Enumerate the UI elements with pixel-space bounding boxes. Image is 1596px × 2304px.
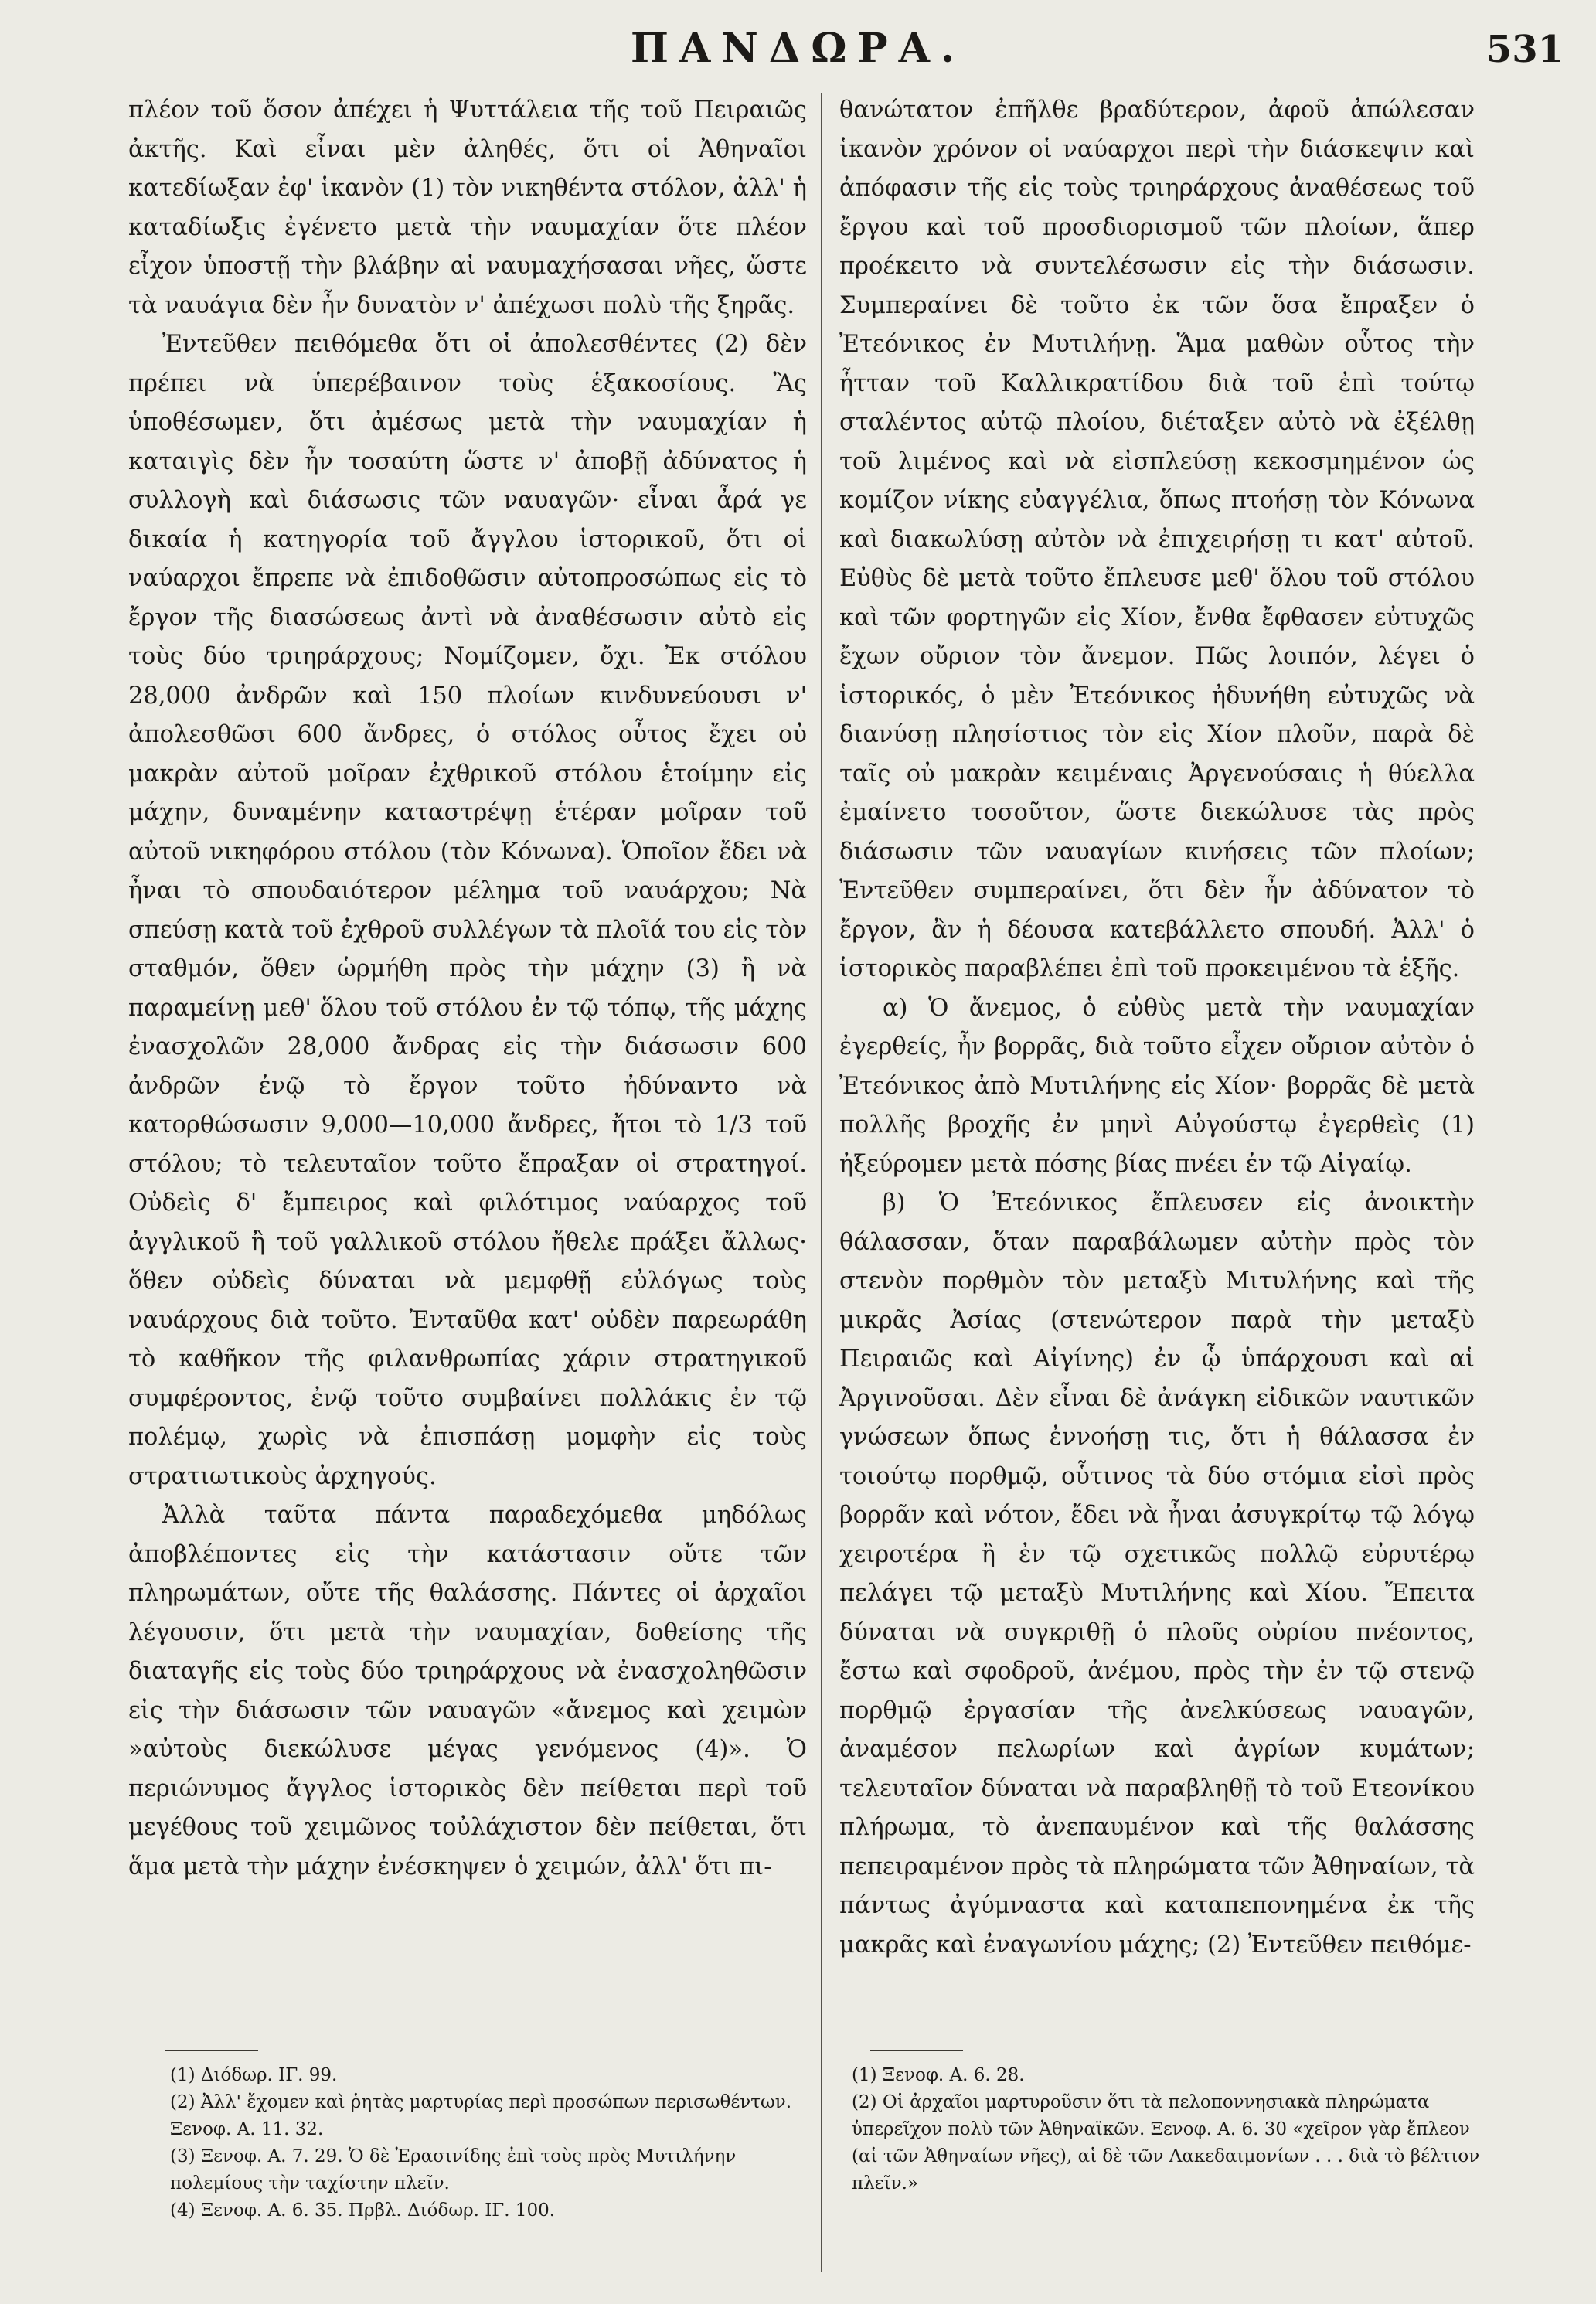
footnote: (1) Ξενοφ. Α. 6. 28. <box>852 2065 1025 2085</box>
footnote: (1) Διόδωρ. ΙΓ. 99. <box>170 2065 338 2085</box>
left-paragraph-1: πλέον τοῦ ὅσον ἀπέχει ἡ Ψυττάλεια τῆς τοῦ Πειραιῶς ἀκτῆς. Καὶ εἶναι μὲν ἀληθές, ὅτι οἱ Ἀθηναῖοι κατεδίωξαν ἐφ' ἱκανὸν (1) τὸν νικηθέντα στόλον, ἀλλ' ἡ καταδίωξις ἐγένετο μετὰ τὴν ναυμαχίαν ὅτε πλέον εἶχον ὑποστῇ τὴν βλάβην αἱ ναυμαχήσασαι νῆες, ὥστε τὰ ναυάγια δὲν ἦν δυνατὸν ν' ἀπέχωσι πολὺ τῆς ξηρᾶς. <box>128 97 807 319</box>
journal-title: ΠΑΝΔΩΡΑ. <box>630 25 966 72</box>
footnote: (3) Ξενοφ. Α. 7. 29. Ὁ δὲ Ἐρασινίδης ἐπὶ τοὺς πρὸς Μυτιλήνην πολεμίους τὴν ταχίστην πλεῖν. <box>170 2146 737 2193</box>
right-paragraph-1: θανώτατον ἐπῆλθε βραδύτερον, ἀφοῦ ἀπώλεσαν ἱκανὸν χρόνον οἱ ναύαρχοι περὶ τὴν διάσκεψιν καὶ ἀπόφασιν τῆς εἰς τοὺς τριηράρχους ἀναθέσεως τοῦ ἔργου καὶ τοῦ προσδιορισμοῦ τῶν πλοίων, ἅπερ προέκειτο νὰ συντελέσωσιν εἰς τὴν διάσωσιν. Συμπεραίνει δὲ τοῦτο ἐκ τῶν ὅσα ἔπραξεν ὁ Ἐτεόνικος ἐν Μυτιλήνῃ. Ἅμα μαθὼν οὗτος τὴν ἧτταν τοῦ Καλλικρατίδου διὰ τοῦ ἐπὶ τούτῳ σταλέντος αὐτῷ πλοίου, διέταξεν αὐτὸ νὰ ἐξέλθῃ τοῦ λιμένος καὶ νὰ εἰσπλεύσῃ κεκοσμημένον ὡς κομίζον νίκης εὐαγγέλια, ὅπως πτοήσῃ τὸν Κόνωνα καὶ διακωλύσῃ αὐτὸν νὰ ἐπιχειρήσῃ τι κατ' αὐτοῦ. Εὐθὺς δὲ μετὰ τοῦτο ἔπλευσε μεθ' ὅλου τοῦ στόλου καὶ τῶν φορτηγῶν εἰς Χίον, ἔνθα ἔφθασεν εὐτυχῶς ἔχων οὔριον τὸν ἄνεμον. Πῶς λοιπόν, λέγει ὁ ἱστορικός, ὁ μὲν Ἐτεόνικος ἠδυνήθη εὐτυχῶς νὰ διανύσῃ πλησίστιος τὸν εἰς Χίον πλοῦν, παρὰ δὲ ταῖς οὐ μακρὰν κειμέναις Ἀργενούσαις ἡ θύελλα ἐμαίνετο τοσοῦτον, ὥστε διεκώλυσε τὰς πρὸς διάσωσιν τῶν ναυαγίων κινήσεις τῶν πλοίων; Ἐντεῦθεν συμπεραίνει, ὅτι δὲν ἦν ἀδύνατον τὸ ἔργον, ἂν ἡ δέουσα κατεβάλλετο σπουδή. Ἀλλ' ὁ ἱστορικὸς παραβλέπει ἐπὶ τοῦ προκειμένου τὰ ἑξῆς. <box>839 97 1475 982</box>
footnotes-left <box>170 2062 812 2224</box>
footnote: (2) Ἀλλ' ἔχομεν καὶ ῥητὰς μαρτυρίας περὶ προσώπων περισωθέντων. Ξενοφ. Α. 11. 32. <box>170 2092 792 2139</box>
footnote-rule-right <box>870 2050 963 2051</box>
right-column <box>839 91 1475 1965</box>
left-paragraph-2: Ἐντεῦθεν πειθόμεθα ὅτι οἱ ἀπολεσθέντες (2) δὲν πρέπει νὰ ὑπερέβαινον τοὺς ἑξακοσίους. Ἂς ὑποθέσωμεν, ὅτι ἀμέσως μετὰ τὴν ναυμαχίαν ἡ καταιγὶς δὲν ἦν τοσαύτη ὥστε ν' ἀποβῇ ἀδύνατος ἡ συλλογὴ καὶ διάσωσις τῶν ναυαγῶν· εἶναι ἆρά γε δικαία ἡ κατηγορία τοῦ ἄγγλου ἱστορικοῦ, ὅτι οἱ ναύαρχοι ἔπρεπε νὰ ἐπιδοθῶσιν αὐτοπροσώπως εἰς τὸ ἔργον τῆς διασώσεως ἀντὶ νὰ ἀναθέσωσιν αὐτὸ εἰς τοὺς δύο τριηράρχους; Νομίζομεν, ὄχι. Ἐκ στόλου 28,000 ἀνδρῶν καὶ 150 πλοίων κινδυνεύουσι ν' ἀπολεσθῶσι 600 ἄνδρες, ὁ στόλος οὗτος ἔχει οὐ μακρὰν αὐτοῦ μοῖραν ἐχθρικοῦ στόλου ἑτοίμην εἰς μάχην, δυναμένην καταστρέψῃ ἑτέραν μοῖραν τοῦ αὐτοῦ νικηφόρου στόλου (τὸν Κόνωνα). Ὁποῖον ἔδει νὰ ἦναι τὸ σπουδαιότερον μέλημα τοῦ ναυάρχου; Νὰ σπεύσῃ κατὰ τοῦ ἐχθροῦ συλλέγων τὰ πλοῖά του εἰς τὸν σταθμόν, ὅθεν ὡρμήθη πρὸς τὴν μάχην (3) ἢ νὰ παραμείνῃ μεθ' ὅλου τοῦ στόλου ἐν τῷ τόπῳ, τῆς μάχης ἐνασχολῶν 28,000 ἄνδρας εἰς τὴν διάσωσιν 600 ἀνδρῶν ἐνῷ τὸ ἔργον τοῦτο ἠδύναντο νὰ κατορθώσωσιν 9,000—10,000 ἄνδρες, ἤτοι τὸ 1/3 τοῦ στόλου; τὸ τελευταῖον τοῦτο ἔπραξαν οἱ στρατηγοί. Οὐδεὶς δ' ἔμπειρος καὶ φιλότιμος ναύαρχος τοῦ ἀγγλικοῦ ἢ τοῦ γαλλικοῦ στόλου ἤθελε πράξει ἄλλως· ὅθεν οὐδεὶς δύναται νὰ μεμφθῇ εὐλόγως τοὺς ναυάρχους διὰ τοῦτο. Ἐνταῦθα κατ' οὐδὲν παρεωράθη τὸ καθῆκον τῆς φιλανθρωπίας χάριν στρατηγικοῦ συμφέροντος, ἐνῷ τοῦτο συμβαίνει πολλάκις ἐν τῷ πολέμῳ, χωρὶς νὰ ἐπισπάσῃ μομφὴν εἰς τοὺς στρατιωτικοὺς ἀρχηγούς. <box>128 331 807 1490</box>
left-column <box>128 91 807 1887</box>
column-divider <box>821 93 822 2272</box>
left-paragraph-3: Ἀλλὰ ταῦτα πάντα παραδεχόμεθα μηδόλως ἀποβλέποντες εἰς τὴν κατάστασιν οὔτε τῶν πληρωμάτων, οὔτε τῆς θαλάσσης. Πάντες οἱ ἀρχαῖοι λέγουσιν, ὅτι μετὰ τὴν ναυμαχίαν, δοθείσης τῆς διαταγῆς εἰς τοὺς δύο τριηράρχους νὰ ἐνασχοληθῶσιν εἰς τὴν διάσωσιν τῶν ναυαγῶν «ἄνεμος καὶ χειμὼν »αὐτοὺς διεκώλυσε μέγας γενόμενος (4)». Ὁ περιώνυμος ἄγγλος ἱστορικὸς δὲν πείθεται περὶ τοῦ μεγέθους τοῦ χειμῶνος τοὐλάχιστον δὲν πείθεται, ὅτι ἅμα μετὰ τὴν μάχην ἐνέσκηψεν ὁ χειμών, ἀλλ' ὅτι πι- <box>128 1502 807 1880</box>
footnote-rule-left <box>165 2050 258 2051</box>
footnote: (2) Οἱ ἀρχαῖοι μαρτυροῦσιν ὅτι τὰ πελοποννησιακὰ πληρώματα ὑπερεῖχον πολὺ τῶν Ἀθηναϊκῶν. Ξενοφ. Α. 6. 30 «χεῖρον γὰρ ἔπλεον (αἱ τῶν Ἀθηναίων νῆες), αἱ δὲ τῶν Λακεδαιμονίων . . . διὰ τὸ βέλτιον πλεῖν.» <box>852 2092 1480 2193</box>
footnotes-right <box>852 2062 1481 2197</box>
right-paragraph-3: β) Ὁ Ἐτεόνικος ἔπλευσεν εἰς ἀνοικτὴν θάλασσαν, ὅταν παραβάλωμεν αὐτὴν πρὸς τὸν στενὸν πορθμὸν τὸν μεταξὺ Μιτυλήνης καὶ τῆς μικρᾶς Ἀσίας (στενώτερον παρὰ τὴν μεταξὺ Πειραιῶς καὶ Αἰγίνης) ἐν ᾧ ὑπάρχουσι καὶ αἱ Ἀργινοῦσαι. Δὲν εἶναι δὲ ἀνάγκη εἰδικῶν ναυτικῶν γνώσεων ὅπως ἐννοήσῃ τις, ὅτι ἡ θάλασσα ἐν τοιούτῳ πορθμῷ, οὗτινος τὰ δύο στόμια εἰσὶ πρὸς βορρᾶν καὶ νότον, ἔδει νὰ ἦναι ἀσυγκρίτῳ τῷ λόγῳ χειροτέρα ἢ ἐν τῷ σχετικῶς πολλῷ εὐρυτέρῳ πελάγει τῷ μεταξὺ Μυτιλήνης καὶ Χίου. Ἔπειτα δύναται νὰ συγκριθῇ ὁ πλοῦς οὐρίου πνέοντος, ἔστω καὶ σφοδροῦ, ἀνέμου, πρὸς τὴν ἐν τῷ στενῷ πορθμῷ ἐργασίαν τῆς ἀνελκύσεως ναυαγῶν, ἀναμέσον πελωρίων καὶ ἀγρίων κυμάτων; τελευταῖον δύναται νὰ παραβληθῇ τὸ τοῦ Ετεονίκου πλήρωμα, τὸ ἀνεπαυμένον καὶ τῆς θαλάσσης πεπειραμένον πρὸς τὰ πληρώματα τῶν Ἀθηναίων, τὰ πάντως ἀγύμναστα καὶ καταπεπονημένα ἐκ τῆς μακρᾶς καὶ ἐναγωνίου μάχης; (2) Ἐντεῦθεν πειθόμε- <box>839 1189 1475 1959</box>
footnote: (4) Ξενοφ. Α. 6. 35. Πρβλ. Διόδωρ. ΙΓ. 100. <box>170 2200 556 2221</box>
right-paragraph-2: α) Ὁ ἄνεμος, ὁ εὐθὺς μετὰ τὴν ναυμαχίαν ἐγερθείς, ἦν βορρᾶς, διὰ τοῦτο εἶχεν οὔριον αὐτὸν ὁ Ἐτεόνικος ἀπὸ Μυτιλήνης εἰς Χίον· βορρᾶς δὲ μετὰ πολλῆς βροχῆς ἐν μηνὶ Αὐγούστῳ ἐγερθεὶς (1) ἠξεύρομεν μετὰ πόσης βίας πνέει ἐν τῷ Αἰγαίῳ. <box>839 994 1475 1178</box>
page-number: 531 <box>1485 28 1564 71</box>
page-header <box>0 17 1596 79</box>
